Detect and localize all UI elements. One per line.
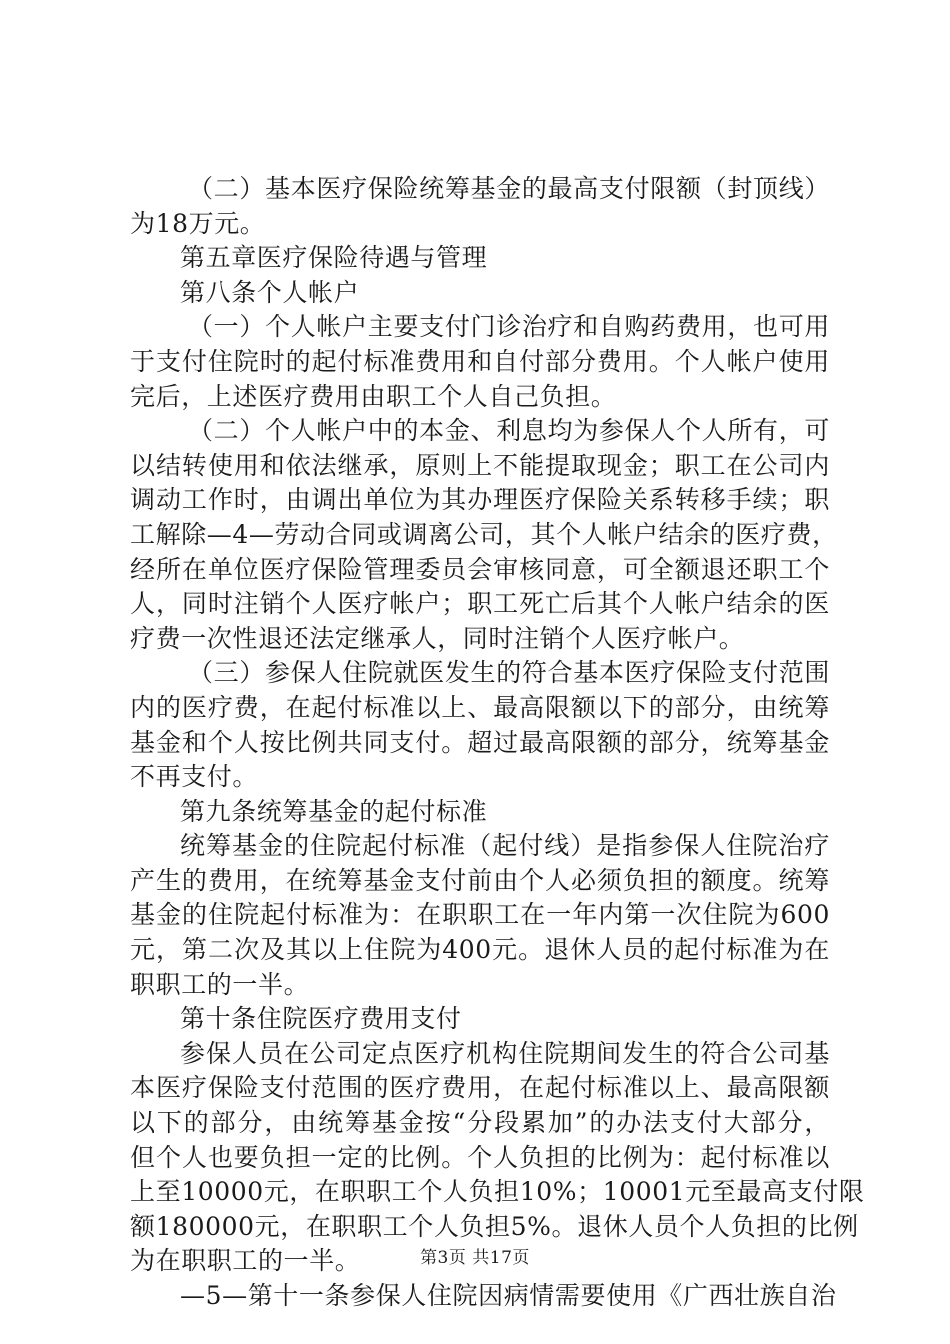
paragraph-line: 工解除—4—劳动合同或调离公司，其个人帐户结余的医疗费， [130,519,838,549]
article-heading: 第九条统筹基金的起付标准 [180,796,488,826]
page-number-footer: 第3页 共17页 [420,1248,530,1268]
article-heading: 第八条个人帐户 [180,277,360,307]
paragraph-line: 为在职职工的一半。 [130,1246,361,1276]
article-heading: 第十条住院医疗费用支付 [180,1004,462,1034]
paragraph-line: 疗费一次性退还法定继承人，同时注销个人医疗帐户。 [130,623,745,653]
paragraph-line: 上至10000元，在职职工个人负担10%；10001元至最高支付限 [130,1177,865,1207]
paragraph-line: 为18万元。 [130,208,266,238]
paragraph-line: 调动工作时，由调出单位为其办理医疗保险关系转移手续；职 [130,485,830,515]
paragraph-line: 以结转使用和依法继承，原则上不能提取现金；职工在公司内 [130,450,830,480]
paragraph-line: 经所在单位医疗保险管理委员会审核同意，可全额退还职工个 [130,554,830,584]
paragraph-line: —5—第十一条参保人住院因病情需要使用《广西壮族自治 [180,1281,837,1310]
paragraph-line: 职职工的一半。 [130,969,310,999]
paragraph-line: 但个人也要负担一定的比例。个人负担的比例为：起付标准以 [130,1142,830,1172]
chapter-heading: 第五章医疗保险待遇与管理 [180,243,488,273]
paragraph-line: 本医疗保险支付范围的医疗费用，在起付标准以上、最高限额 [130,1073,830,1103]
paragraph-line: 额180000元，在职职工个人负担5%。退休人员个人负担的比例 [130,1211,859,1241]
paragraph-line: （一）个人帐户主要支付门诊治疗和自购药费用，也可用 [188,312,830,342]
paragraph-line: 不再支付。 [130,762,259,792]
paragraph-line: （二）个人帐户中的本金、利息均为参保人个人所有，可 [188,416,830,446]
paragraph-line: 基金的住院起付标准为：在职职工在一年内第一次住院为600 [130,900,830,930]
paragraph-line: （二）基本医疗保险统筹基金的最高支付限额（封顶线） [188,174,830,203]
paragraph-line: （三）参保人住院就医发生的符合基本医疗保险支付范围 [188,658,830,688]
paragraph-line: 完后，上述医疗费用由职工个人自己负担。 [130,381,617,411]
paragraph-line: 于支付住院时的起付标准费用和自付部分费用。个人帐户使用 [130,346,830,376]
paragraph-line: 统筹基金的住院起付标准（起付线）是指参保人住院治疗 [180,831,830,861]
document-body [130,172,865,1314]
paragraph-line: 基金和个人按比例共同支付。超过最高限额的部分，统筹基金 [130,727,830,757]
paragraph-line: 人，同时注销个人医疗帐户；职工死亡后其个人帐户结余的医 [130,589,830,619]
paragraph-line: 产生的费用，在统筹基金支付前由个人必须负担的额度。统筹 [130,865,830,895]
paragraph-line: 元，第二次及其以上住院为400元。退休人员的起付标准为在 [130,935,830,965]
paragraph-line: 以下的部分，由统筹基金按“分段累加”的办法支付大部分， [130,1108,830,1138]
paragraph-line: 参保人员在公司定点医疗机构住院期间发生的符合公司基 [180,1038,830,1068]
paragraph-line: 内的医疗费，在起付标准以上、最高限额以下的部分，由统筹 [130,692,830,722]
